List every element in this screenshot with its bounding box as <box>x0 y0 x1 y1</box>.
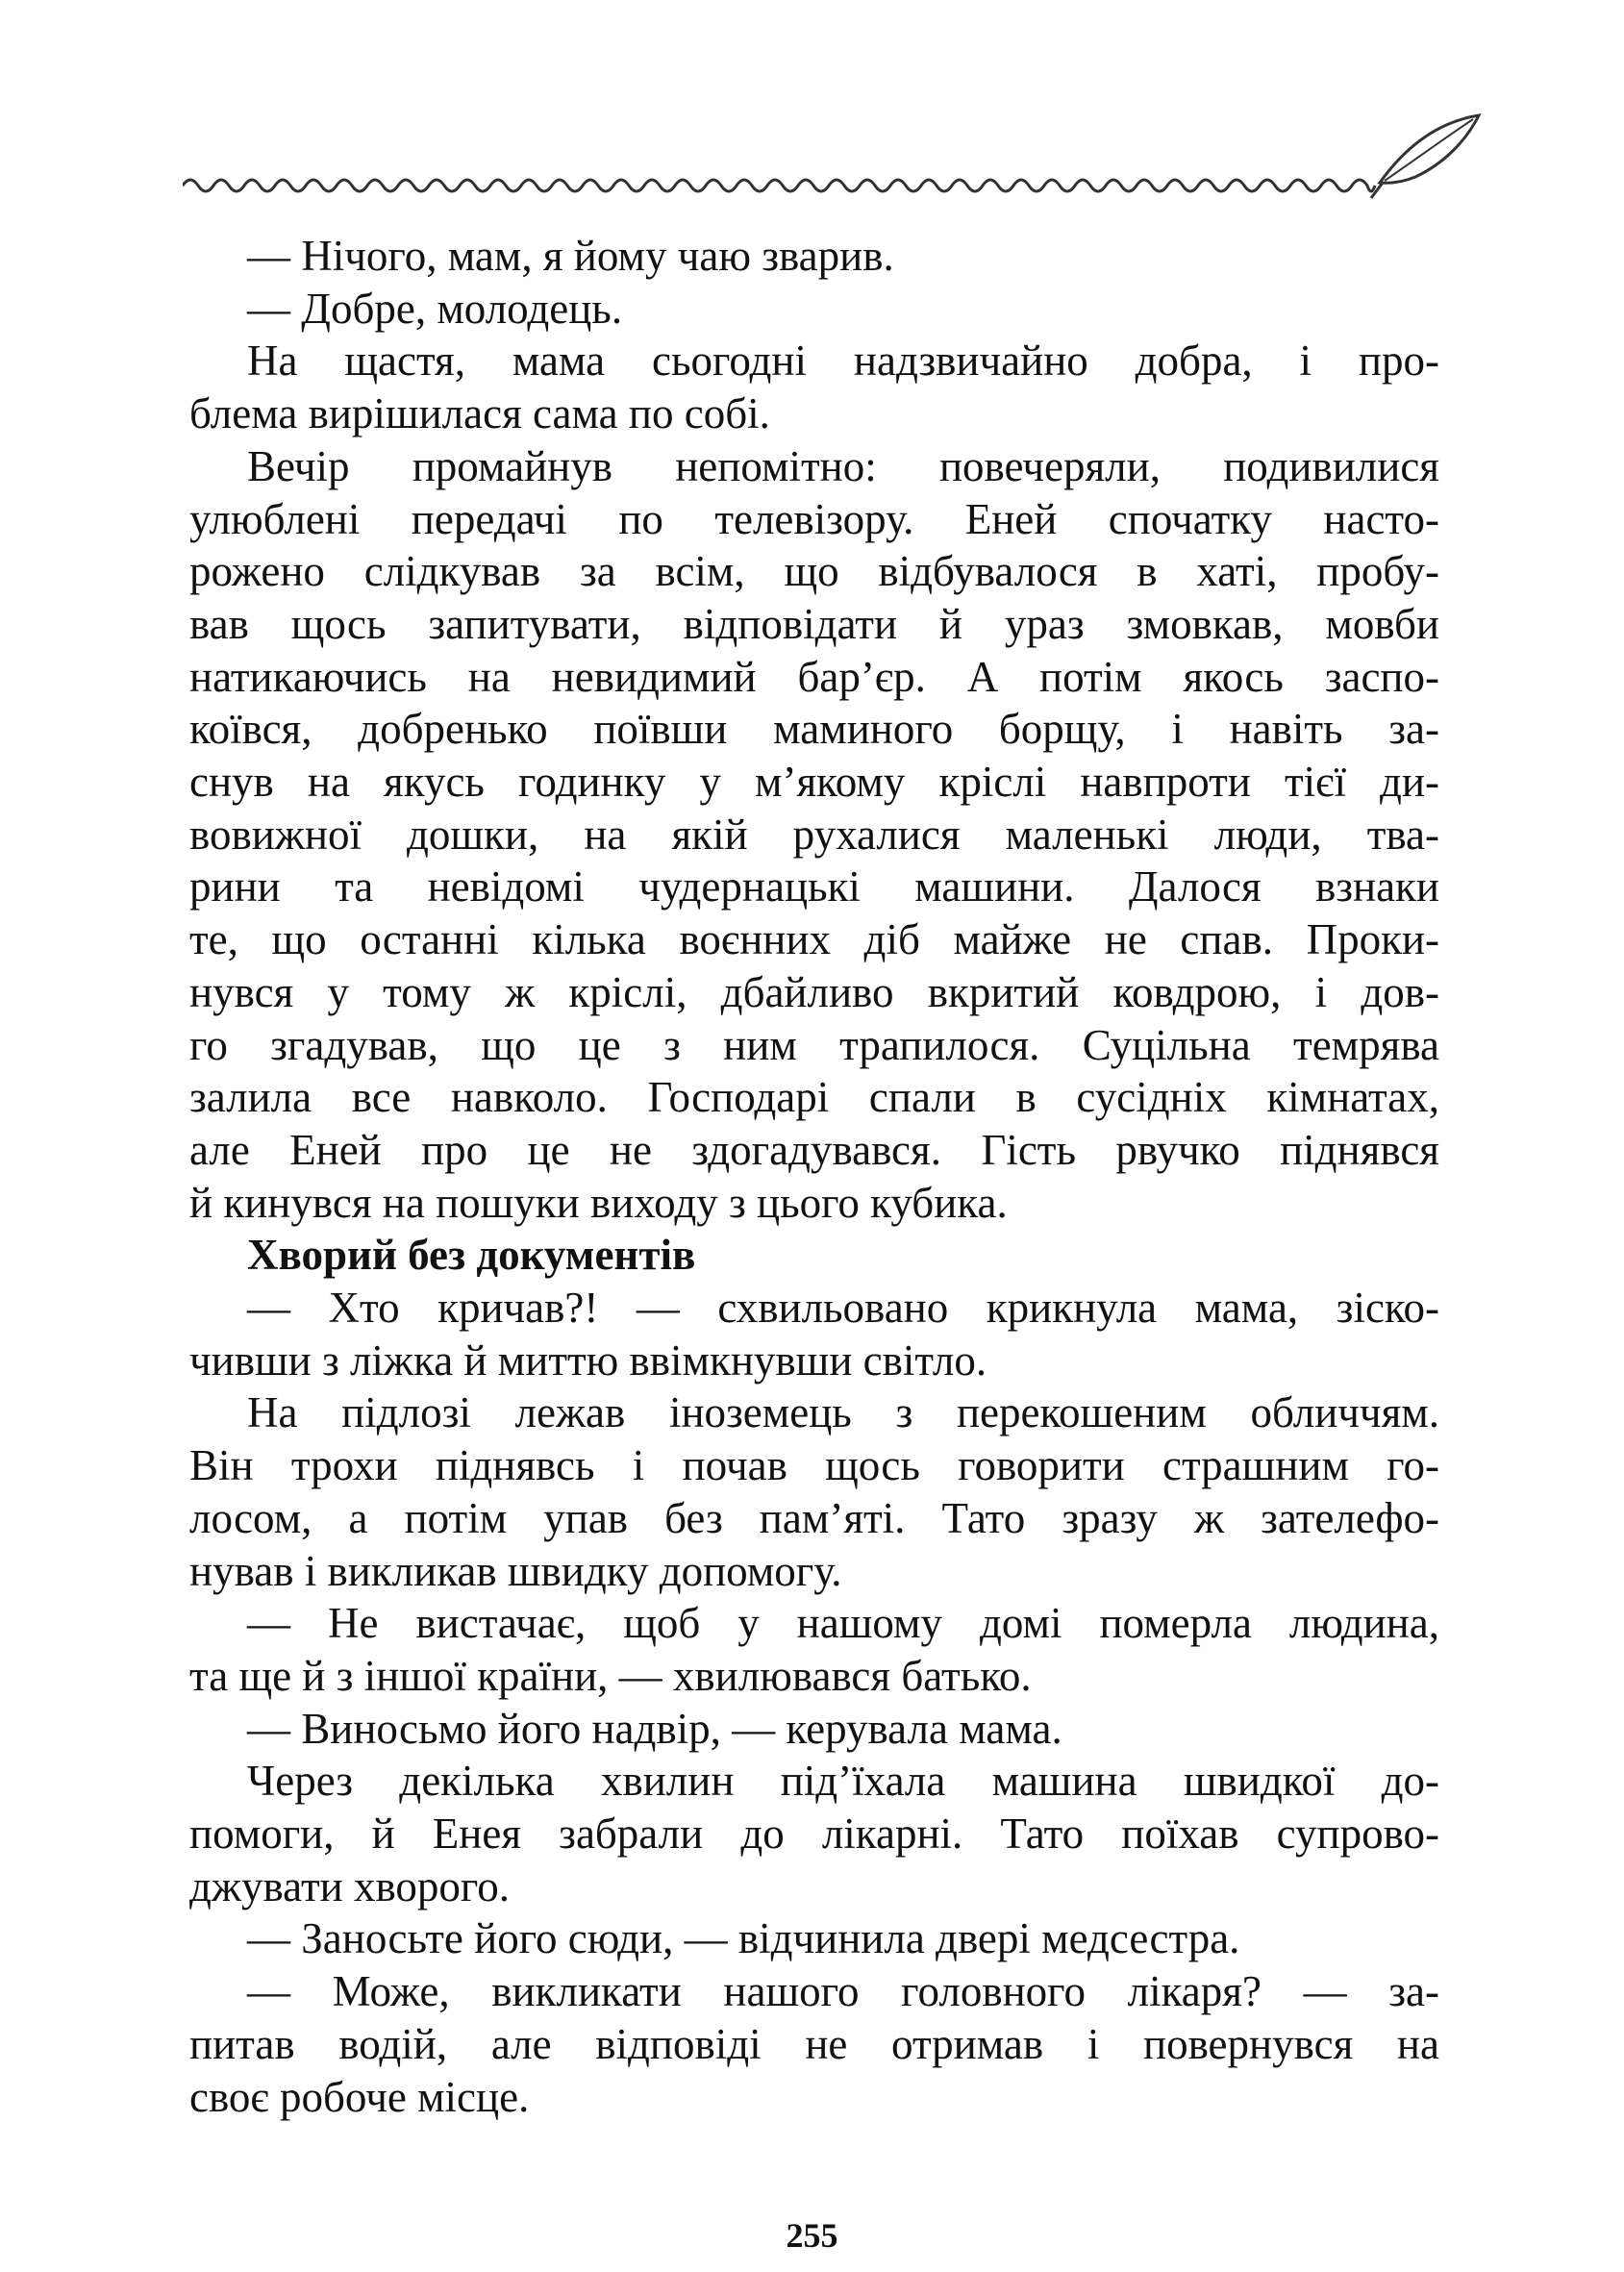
text-line: джувати хворого. <box>189 1862 510 1910</box>
text-line: — Хто кричав?! — схвильовано крикнула мама, зіско- <box>247 1284 1439 1332</box>
text-line: помоги, й Енея забрали до лікарні. Тато поїхав супрово- <box>189 1810 1439 1858</box>
text-line: — Виносьмо його надвір, — керувала мама. <box>247 1705 1062 1753</box>
text-line: натикаючись на невидимий бар’єр. А потім якось заспо- <box>189 653 1439 701</box>
text-line: рини та невідомі чудернацькі машини. Далося взнаки <box>189 862 1439 911</box>
text-line: питав водій, але відповіді не отримав і повернувся на <box>189 2020 1439 2068</box>
text-line: й кинувся на пошуки виходу з цього кубика. <box>189 1179 1008 1227</box>
text-line: нував і викликав швидку допомогу. <box>189 1547 842 1595</box>
text-line: вовижної дошки, на якій рухалися маленькі люди, тва- <box>189 811 1439 859</box>
text-line: — Не вистачає, щоб у нашому домі померла людина, <box>247 1599 1439 1647</box>
text-line: го згадував, що це з ним трапилося. Суцільна темрява <box>189 1021 1439 1069</box>
text-line: своє робоче місце. <box>189 2073 530 2121</box>
section-heading: Хворий без документів <box>247 1231 696 1279</box>
text-line: та ще й з іншої країни, — хвилювався батько. <box>189 1652 1032 1700</box>
text-line: те, що останні кілька воєнних діб майже не спав. Проки- <box>189 915 1439 963</box>
text-line: — Може, викликати нашого головного лікаря? — за- <box>247 1967 1439 2015</box>
text-line: але Еней про це не здогадувався. Гість рвучко піднявся <box>189 1126 1439 1174</box>
text-line: нувся у тому ж кріслі, дбайливо вкритий ковдрою, і дов- <box>189 968 1439 1016</box>
text-line: Через декілька хвилин під’їхала машина швидкої до- <box>247 1757 1439 1805</box>
page-number: 255 <box>786 2216 838 2255</box>
text-line: чивши з ліжка й миттю ввімкнувши світло. <box>189 1336 987 1385</box>
text-line: улюблені передачі по телевізору. Еней спочатку насто- <box>189 495 1439 543</box>
text-line: лосом, а потім упав без пам’яті. Тато зразу ж зателефо- <box>189 1494 1439 1542</box>
text-line: — Нічого, мам, я йому чаю зварив. <box>247 232 894 280</box>
text-line: блема вирішилася сама по собі. <box>189 389 770 437</box>
text-line: На щастя, мама сьогодні надзвичайно добра, і про- <box>247 337 1439 385</box>
text-line: На підлозі лежав іноземець з перекошеним обличчям. <box>247 1388 1439 1436</box>
text-line: залила все навколо. Господарі спали в сусідніх кімнатах, <box>189 1073 1439 1121</box>
text-line: рожено слідкував за всім, що відбувалося в хаті, пробу- <box>189 547 1439 595</box>
text-line: коївся, добренько поївши маминого борщу, і навіть за- <box>189 705 1439 753</box>
text-line: Він трохи піднявсь і почав щось говорити страшним го- <box>189 1441 1439 1489</box>
text-line: Вечір промайнув непомітно: повечеряли, подивилися <box>247 442 1439 490</box>
text-line: — Добре, молодець. <box>247 285 623 333</box>
text-line: снув на якусь годинку у м’якому кріслі навпроти тієї ди- <box>189 758 1439 806</box>
text-line: — Заносьте його сюди, — відчинила двері медсестра. <box>247 1914 1240 1962</box>
text-line: вав щось запитувати, відповідати й ураз змовкав, мовби <box>189 600 1439 648</box>
